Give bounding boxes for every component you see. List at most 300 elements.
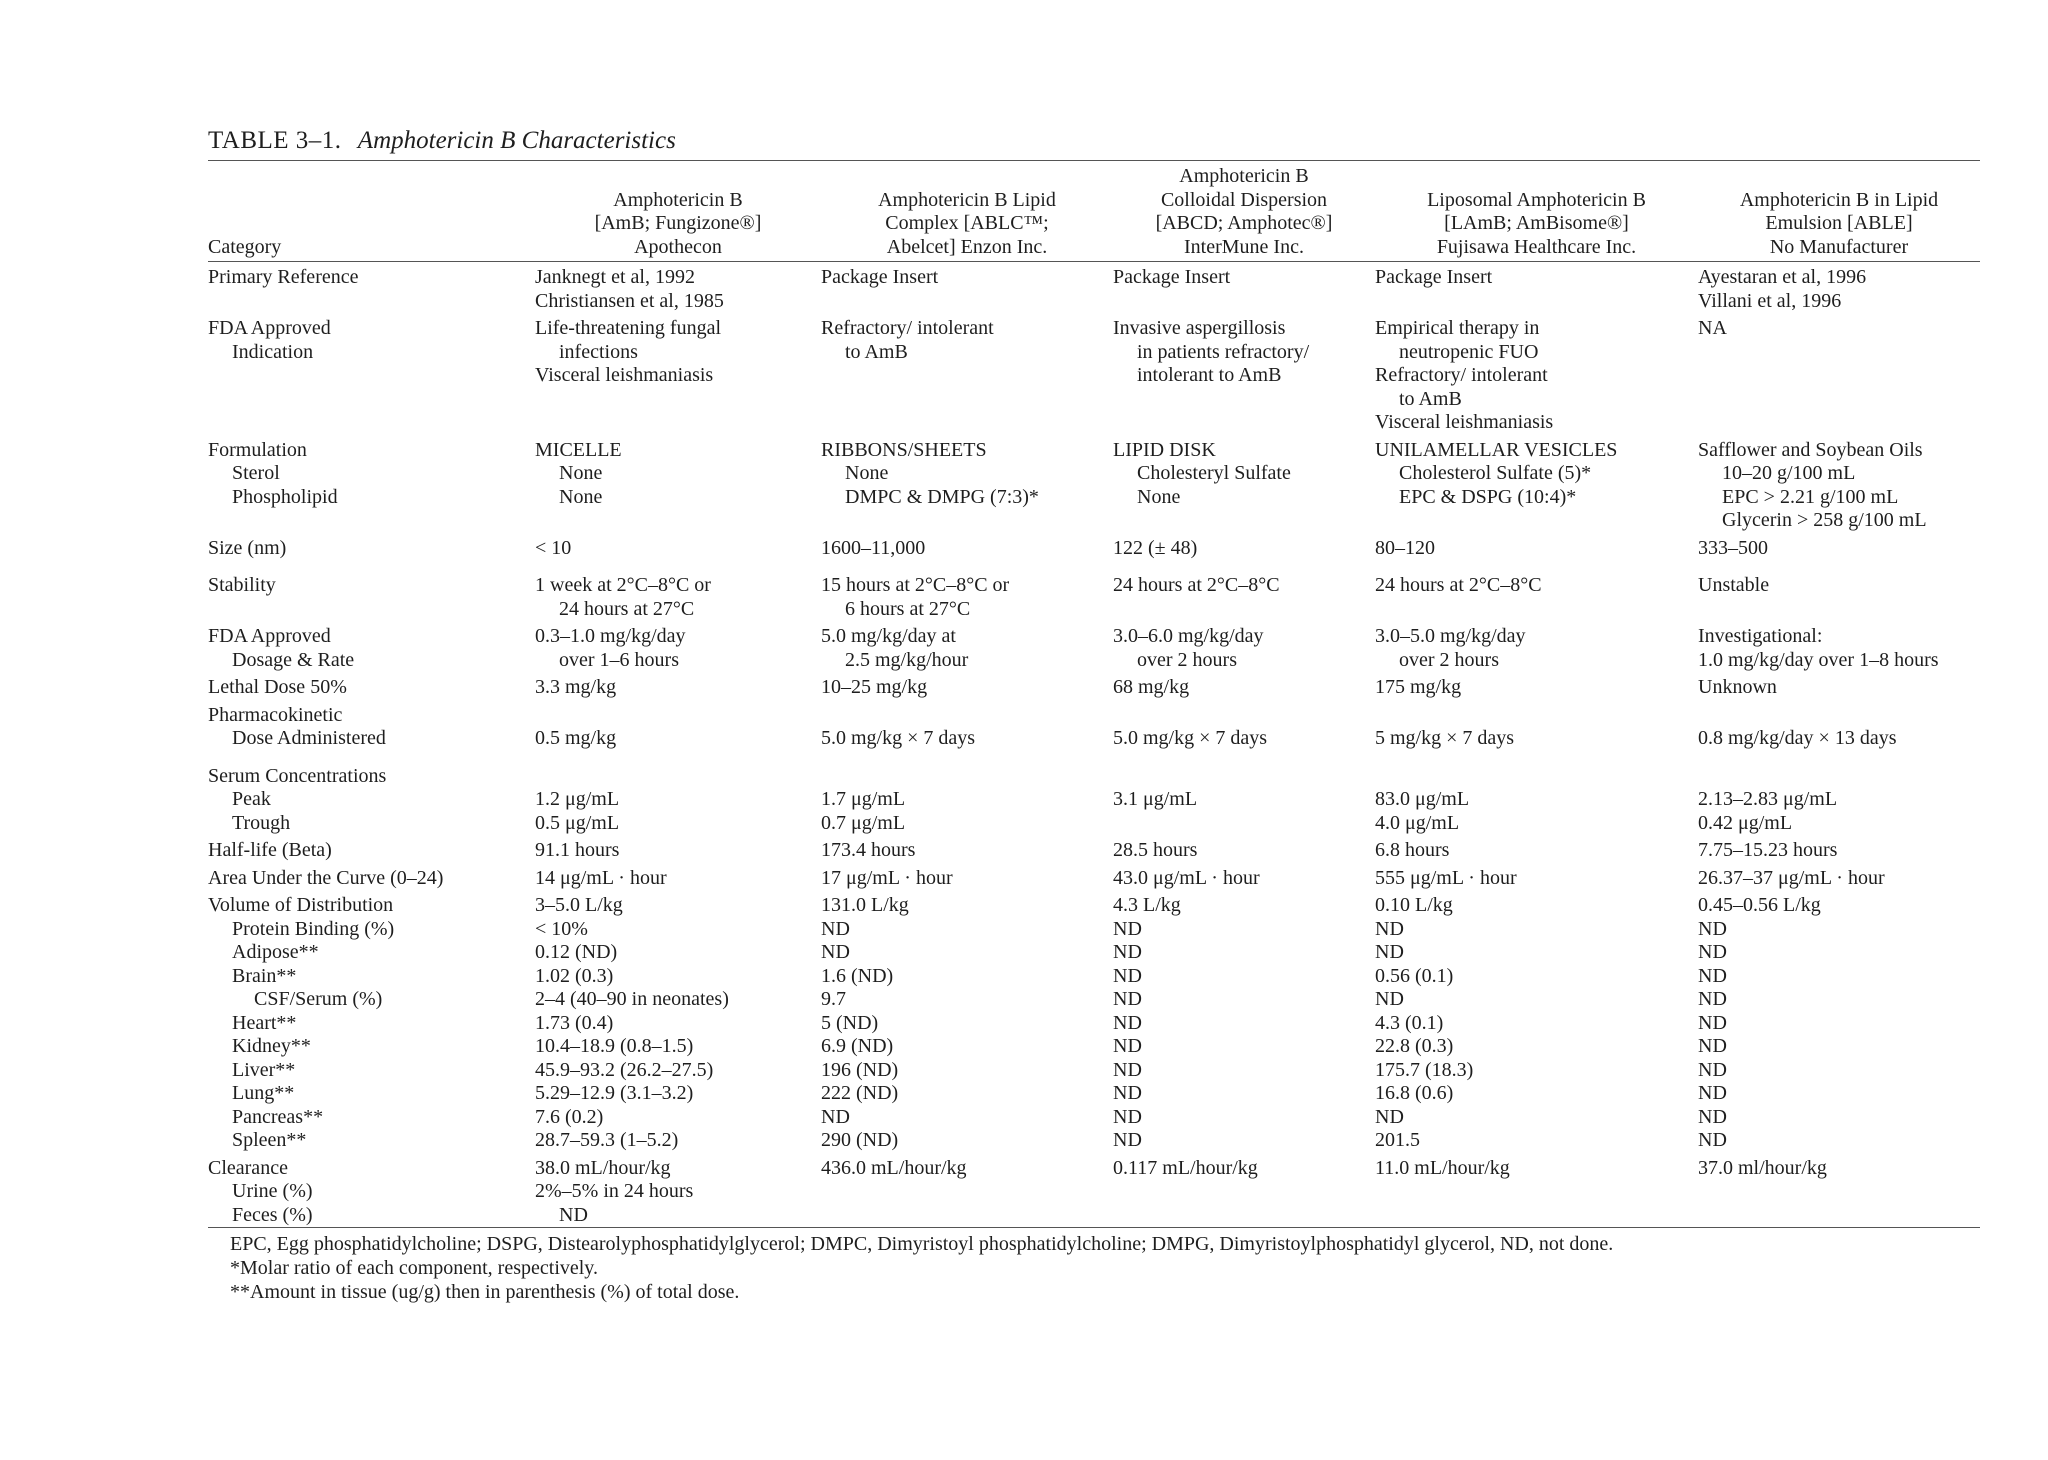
category-line: Liver** <box>232 1058 296 1081</box>
value-line: 5.0 mg/kg × 7 days <box>821 727 976 749</box>
value-line: Empirical therapy in <box>1375 317 1540 339</box>
value-line: Package Insert <box>1375 266 1493 288</box>
value-line: 7.6 (0.2) <box>535 1105 604 1128</box>
table-row <box>208 313 1980 435</box>
header-col-3: Amphotericin B Colloidal Dispersion [ABCD; Amphotec®] InterMune Inc. <box>1155 165 1333 258</box>
value-line: < 10 <box>535 536 572 559</box>
value-line: 2%–5% in 24 hours <box>535 1180 694 1202</box>
value-line <box>821 1204 1113 1228</box>
value-line: 16.8 (0.6) <box>1375 1082 1454 1104</box>
category-line: Adipose** <box>232 941 319 963</box>
value-cell <box>535 313 821 435</box>
value-line <box>1698 1204 1980 1228</box>
value-line: 22.8 (0.3) <box>1375 1035 1454 1057</box>
category-line: Size (nm) <box>208 536 287 559</box>
value-line: Cholesteryl Sulfate <box>1137 462 1291 484</box>
value-cell <box>535 863 821 891</box>
value-line: Unknown <box>1698 676 1777 698</box>
value-line: 175 mg/kg <box>1375 676 1462 698</box>
value-line: ND <box>1698 1058 1727 1081</box>
value-cell <box>535 890 821 1153</box>
value-cell <box>821 863 1113 891</box>
value-line: Visceral leishmaniasis <box>1375 411 1554 433</box>
value-line: 173.4 hours <box>821 839 916 861</box>
value-cell <box>1113 672 1375 700</box>
value-cell <box>535 835 821 863</box>
category-cell <box>208 835 535 863</box>
value-line: 6 hours at 27°C <box>845 597 971 620</box>
value-cell <box>1375 1153 1698 1228</box>
value-cell <box>1113 435 1375 533</box>
value-line <box>1113 704 1375 728</box>
value-line: 2.5 mg/kg/hour <box>845 648 969 671</box>
value-line: Investigational: <box>1698 625 1823 647</box>
document-page <box>208 124 1980 1304</box>
value-line: intolerant to AmB <box>1137 364 1282 386</box>
value-cell <box>1113 890 1375 1153</box>
value-line: Invasive aspergillosis <box>1113 317 1286 339</box>
value-cell <box>535 672 821 700</box>
value-line: 17 μg/mL · hour <box>821 866 953 889</box>
category-cell <box>208 890 535 1153</box>
value-line: 1.02 (0.3) <box>535 964 614 987</box>
value-line: 4.3 (0.1) <box>1375 1011 1444 1034</box>
value-line <box>1375 1180 1698 1204</box>
value-line: 2–4 (40–90 in neonates) <box>535 988 729 1010</box>
value-cell <box>1113 761 1375 836</box>
header-col-4: Liposomal Amphotericin B [LAmB; AmBisome®] Fujisawa Healthcare Inc. <box>1427 188 1646 258</box>
value-cell <box>1698 672 1980 700</box>
value-line: 9.7 <box>821 988 846 1010</box>
category-line: Pancreas** <box>232 1105 324 1128</box>
value-line: ND <box>1698 1011 1727 1034</box>
table-row <box>208 700 1980 761</box>
value-cell <box>1375 890 1698 1153</box>
value-line: 0.56 (0.1) <box>1375 964 1454 987</box>
value-line: Life-threatening fungal <box>535 317 722 339</box>
value-line: 2.13–2.83 μg/mL <box>1698 788 1838 810</box>
value-cell <box>1375 533 1698 571</box>
value-cell <box>1698 863 1980 891</box>
table-header <box>208 161 1980 262</box>
value-cell <box>1698 435 1980 533</box>
value-line <box>1113 812 1375 836</box>
value-line: 10–25 mg/kg <box>821 676 928 698</box>
value-cell <box>1375 700 1698 761</box>
table-row <box>208 761 1980 836</box>
value-line: 1.7 μg/mL <box>821 788 906 810</box>
value-cell <box>821 621 1113 672</box>
value-line: ND <box>1698 917 1727 940</box>
value-cell <box>1375 835 1698 863</box>
value-line <box>1698 704 1980 728</box>
value-line: ND <box>821 941 850 963</box>
value-cell <box>535 262 821 314</box>
category-line: Dosage & Rate <box>232 648 355 671</box>
value-line: Package Insert <box>1113 266 1231 288</box>
category-line: Phospholipid <box>232 485 338 508</box>
value-cell <box>1698 890 1980 1153</box>
category-line: Dose Administered <box>232 727 386 749</box>
value-line: 0.12 (ND) <box>535 941 618 963</box>
value-line: over 2 hours <box>1399 648 1499 671</box>
value-cell <box>1375 570 1698 621</box>
value-cell <box>1698 835 1980 863</box>
category-line: Stability <box>208 574 276 596</box>
value-line: ND <box>1113 964 1142 987</box>
value-cell <box>535 435 821 533</box>
value-line: None <box>559 485 603 508</box>
value-line: 0.5 μg/mL <box>535 811 620 834</box>
value-cell <box>535 533 821 571</box>
value-line <box>1375 704 1698 728</box>
value-line <box>1375 765 1698 789</box>
header-col-2: Amphotericin B Lipid Complex [ABLC™; Abelcet] Enzon Inc. <box>878 188 1056 258</box>
value-line: Glycerin > 258 g/100 mL <box>1722 509 1927 531</box>
value-line: 5 mg/kg × 7 days <box>1375 727 1515 749</box>
value-line: to AmB <box>845 340 908 363</box>
category-line: Serum Concentrations <box>208 764 387 787</box>
value-line: ND <box>1698 988 1727 1010</box>
value-cell <box>1698 761 1980 836</box>
value-cell <box>535 761 821 836</box>
category-line: FDA Approved <box>208 625 331 647</box>
value-line: 24 hours at 27°C <box>559 597 695 620</box>
category-line: Area Under the Curve (0–24) <box>208 866 444 889</box>
value-line: 6.9 (ND) <box>821 1035 894 1057</box>
value-line: ND <box>1375 1105 1404 1128</box>
value-line: ND <box>1113 1105 1142 1128</box>
value-line: 80–120 <box>1375 536 1435 559</box>
value-line: ND <box>1113 1035 1142 1057</box>
value-cell <box>1375 672 1698 700</box>
value-line: neutropenic FUO <box>1399 340 1539 363</box>
value-line: ND <box>1698 964 1727 987</box>
value-line: 7.75–15.23 hours <box>1698 839 1838 861</box>
table-caption <box>208 124 1980 160</box>
value-line: 37.0 ml/hour/kg <box>1698 1156 1827 1179</box>
value-line: < 10% <box>535 917 588 940</box>
value-line: MICELLE <box>535 438 622 461</box>
value-line: 68 mg/kg <box>1113 676 1190 698</box>
category-line: Feces (%) <box>232 1203 313 1226</box>
value-line: ND <box>821 917 850 940</box>
table-body <box>208 262 1980 1228</box>
category-cell <box>208 761 535 836</box>
category-cell <box>208 1153 535 1228</box>
value-line: over 2 hours <box>1137 648 1237 671</box>
category-cell <box>208 863 535 891</box>
table-row <box>208 890 1980 1153</box>
value-line: 5 (ND) <box>821 1011 879 1034</box>
value-line: 28.7–59.3 (1–5.2) <box>535 1129 679 1151</box>
value-line: 1.0 mg/kg/day over 1–8 hours <box>1698 648 1939 671</box>
value-cell <box>821 672 1113 700</box>
value-cell <box>1375 262 1698 314</box>
value-line: None <box>845 462 889 484</box>
value-line: 3.1 μg/mL <box>1113 788 1198 810</box>
table-row <box>208 1153 1980 1228</box>
value-line: ND <box>821 1105 850 1128</box>
value-cell <box>535 621 821 672</box>
value-line: 1.6 (ND) <box>821 964 894 987</box>
value-line: 0.45–0.56 L/kg <box>1698 894 1821 916</box>
value-line: UNILAMELLAR VESICLES <box>1375 438 1618 461</box>
value-line: 122 (± 48) <box>1113 536 1198 559</box>
value-line <box>1113 1180 1375 1204</box>
category-line: Peak <box>232 788 271 810</box>
value-cell <box>821 435 1113 533</box>
value-line: 26.37–37 μg/mL · hour <box>1698 866 1885 889</box>
value-line: 24 hours at 2°C–8°C <box>1113 574 1280 596</box>
value-line: ND <box>1698 1035 1727 1057</box>
value-line: ND <box>1375 941 1404 963</box>
value-line: 5.0 mg/kg × 7 days <box>1113 727 1268 749</box>
value-line <box>821 704 1113 728</box>
category-line: Indication <box>232 340 314 363</box>
category-line: Heart** <box>232 1011 297 1034</box>
value-cell <box>535 570 821 621</box>
value-line: 83.0 μg/mL <box>1375 788 1470 810</box>
category-line: Half-life (Beta) <box>208 839 332 861</box>
value-cell <box>821 835 1113 863</box>
value-line <box>1113 1204 1375 1228</box>
table-footnotes <box>208 1232 1980 1304</box>
value-line: 0.10 L/kg <box>1375 894 1453 916</box>
value-line: to AmB <box>1399 387 1462 410</box>
value-line: 1600–11,000 <box>821 536 926 559</box>
category-line: Spleen** <box>232 1129 307 1151</box>
category-cell <box>208 262 535 314</box>
value-line: over 1–6 hours <box>559 648 679 671</box>
value-line: Safflower and Soybean Oils <box>1698 438 1923 461</box>
value-line <box>535 765 821 789</box>
value-line: Visceral leishmaniasis <box>535 364 714 386</box>
value-line: 201.5 <box>1375 1129 1420 1151</box>
value-cell <box>821 700 1113 761</box>
value-cell <box>1113 863 1375 891</box>
category-line: Trough <box>232 811 291 834</box>
category-line: Pharmacokinetic <box>208 703 343 726</box>
value-line: ND <box>1698 941 1727 963</box>
value-cell <box>1113 533 1375 571</box>
value-line: ND <box>1113 1058 1142 1081</box>
category-line: Volume of Distribution <box>208 894 394 916</box>
category-line: FDA Approved <box>208 317 331 339</box>
value-line: 0.5 mg/kg <box>535 727 617 749</box>
category-cell <box>208 621 535 672</box>
table-row <box>208 435 1980 533</box>
value-line: 11.0 mL/hour/kg <box>1375 1156 1510 1179</box>
value-line: ND <box>1113 917 1142 940</box>
table-row <box>208 570 1980 621</box>
value-line: 175.7 (18.3) <box>1375 1058 1474 1081</box>
value-line: Janknegt et al, 1992 <box>535 266 695 288</box>
value-line: in patients refractory/ <box>1137 340 1310 363</box>
value-line: 3.0–6.0 mg/kg/day <box>1113 625 1264 647</box>
value-line: 196 (ND) <box>821 1058 899 1081</box>
table-row <box>208 262 1980 314</box>
category-line: Urine (%) <box>232 1180 313 1202</box>
header-col-1: Amphotericin B [AmB; Fungizone®] Apothecon <box>594 188 762 258</box>
category-cell <box>208 435 535 533</box>
value-line: 555 μg/mL · hour <box>1375 866 1517 889</box>
value-line: ND <box>1698 1129 1727 1151</box>
value-line: 14 μg/mL · hour <box>535 866 667 889</box>
category-line: CSF/Serum (%) <box>254 988 383 1010</box>
value-line: 24 hours at 2°C–8°C <box>1375 574 1542 596</box>
footnote-tissue-amount: **Amount in tissue (ug/g) then in parenthesis (%) of total dose. <box>230 1281 740 1303</box>
value-line: 1.73 (0.4) <box>535 1011 614 1034</box>
value-line: 1 week at 2°C–8°C or <box>535 574 711 596</box>
category-line: Formulation <box>208 438 307 461</box>
value-line: 290 (ND) <box>821 1129 899 1151</box>
value-line: ND <box>1375 988 1404 1010</box>
value-line: 333–500 <box>1698 536 1768 559</box>
value-line: 45.9–93.2 (26.2–27.5) <box>535 1058 714 1081</box>
value-line: ND <box>1375 917 1404 940</box>
value-cell <box>821 570 1113 621</box>
category-cell <box>208 700 535 761</box>
value-line: 38.0 mL/hour/kg <box>535 1156 671 1179</box>
value-cell <box>1113 700 1375 761</box>
value-cell <box>535 700 821 761</box>
value-line: 3.3 mg/kg <box>535 676 617 698</box>
category-cell <box>208 570 535 621</box>
table-row <box>208 533 1980 571</box>
value-line <box>1698 765 1980 789</box>
value-line: ND <box>1113 1082 1142 1104</box>
value-cell <box>821 761 1113 836</box>
value-line: EPC > 2.21 g/100 mL <box>1722 485 1899 508</box>
header-category: Category <box>208 235 282 258</box>
value-cell <box>1698 700 1980 761</box>
value-cell <box>1113 262 1375 314</box>
category-line: Lung** <box>232 1082 295 1104</box>
value-cell <box>1113 835 1375 863</box>
footnote-abbreviations: EPC, Egg phosphatidylcholine; DSPG, Distearolyphosphatidylglycerol; DMPC, Dimyristoyl phosphatidylcholine; DMPG, Dimyristoylphosphatidyl glycerol, ND, not done. <box>230 1233 1614 1255</box>
value-line: 10.4–18.9 (0.8–1.5) <box>535 1035 694 1057</box>
value-cell <box>1375 435 1698 533</box>
value-line: Ayestaran et al, 1996 <box>1698 266 1867 288</box>
table-title: Amphotericin B Characteristics <box>357 127 676 154</box>
value-line: Cholesterol Sulfate (5)* <box>1399 462 1592 484</box>
value-line: 222 (ND) <box>821 1082 899 1104</box>
value-cell <box>1698 313 1980 435</box>
category-line: Clearance <box>208 1156 288 1179</box>
value-line: 15 hours at 2°C–8°C or <box>821 574 1010 596</box>
table-row <box>208 672 1980 700</box>
value-line: 43.0 μg/mL · hour <box>1113 866 1260 889</box>
value-line: 1.2 μg/mL <box>535 788 620 810</box>
value-line: LIPID DISK <box>1113 438 1216 461</box>
value-cell <box>1113 570 1375 621</box>
value-cell <box>1113 313 1375 435</box>
category-line: Sterol <box>232 462 280 484</box>
value-line <box>535 704 821 728</box>
table-row <box>208 835 1980 863</box>
value-line: None <box>1137 485 1181 508</box>
value-line: ND <box>559 1203 588 1226</box>
value-line: infections <box>559 340 638 363</box>
value-line: Unstable <box>1698 574 1770 596</box>
value-line: ND <box>1113 1129 1142 1151</box>
value-line: Christiansen et al, 1985 <box>535 289 724 312</box>
value-cell <box>1375 863 1698 891</box>
value-line: 0.7 μg/mL <box>821 811 906 834</box>
category-cell <box>208 313 535 435</box>
value-line: Refractory/ intolerant <box>821 317 994 339</box>
value-line: 5.0 mg/kg/day at <box>821 625 956 647</box>
value-cell <box>821 313 1113 435</box>
value-line: 436.0 mL/hour/kg <box>821 1156 967 1179</box>
value-line: 10–20 g/100 mL <box>1722 462 1856 484</box>
value-cell <box>821 262 1113 314</box>
value-line: 91.1 hours <box>535 839 620 861</box>
value-line: 4.3 L/kg <box>1113 894 1181 916</box>
value-line: 0.117 mL/hour/kg <box>1113 1156 1258 1179</box>
value-cell <box>535 1153 821 1228</box>
value-cell <box>1698 533 1980 571</box>
value-cell <box>821 533 1113 571</box>
header-col-5: Amphotericin B in Lipid Emulsion [ABLE] No Manufacturer <box>1739 188 1939 258</box>
value-cell <box>821 1153 1113 1228</box>
value-line: Villani et al, 1996 <box>1698 289 1842 312</box>
table-row <box>208 863 1980 891</box>
value-line: Refractory/ intolerant <box>1375 364 1548 386</box>
value-line: ND <box>1698 1082 1727 1104</box>
value-line: 131.0 L/kg <box>821 894 909 916</box>
value-cell <box>1698 1153 1980 1228</box>
value-line: 5.29–12.9 (3.1–3.2) <box>535 1082 694 1104</box>
value-line <box>1698 1180 1980 1204</box>
value-cell <box>1698 621 1980 672</box>
category-line: Primary Reference <box>208 266 359 288</box>
value-line: DMPC & DMPG (7:3)* <box>845 485 1039 508</box>
value-cell <box>1698 570 1980 621</box>
category-line: Brain** <box>232 964 297 987</box>
value-line <box>821 1180 1113 1204</box>
value-line <box>821 765 1113 789</box>
category-cell <box>208 672 535 700</box>
category-line: Lethal Dose 50% <box>208 676 347 698</box>
value-line: 3.0–5.0 mg/kg/day <box>1375 625 1526 647</box>
value-line: ND <box>1113 941 1142 963</box>
value-line <box>1113 765 1375 789</box>
footnote-molar-ratio: *Molar ratio of each component, respectively. <box>230 1257 599 1279</box>
value-cell <box>1113 621 1375 672</box>
value-line: 4.0 μg/mL <box>1375 811 1460 834</box>
category-line: Kidney** <box>232 1035 311 1057</box>
value-line: 0.42 μg/mL <box>1698 811 1793 834</box>
value-cell <box>1375 313 1698 435</box>
value-cell <box>1375 761 1698 836</box>
value-cell <box>821 890 1113 1153</box>
table-row <box>208 621 1980 672</box>
value-line: RIBBONS/SHEETS <box>821 438 987 461</box>
value-line: None <box>559 462 603 484</box>
value-cell <box>1113 1153 1375 1228</box>
value-line: 0.8 mg/kg/day × 13 days <box>1698 727 1897 749</box>
value-line: ND <box>1698 1105 1727 1128</box>
value-line: 28.5 hours <box>1113 839 1198 861</box>
value-line: ND <box>1113 1011 1142 1034</box>
value-line <box>1375 1204 1698 1228</box>
characteristics-table <box>208 160 1980 1228</box>
value-line: EPC & DSPG (10:4)* <box>1399 485 1577 508</box>
value-cell <box>1698 262 1980 314</box>
value-cell <box>1375 621 1698 672</box>
